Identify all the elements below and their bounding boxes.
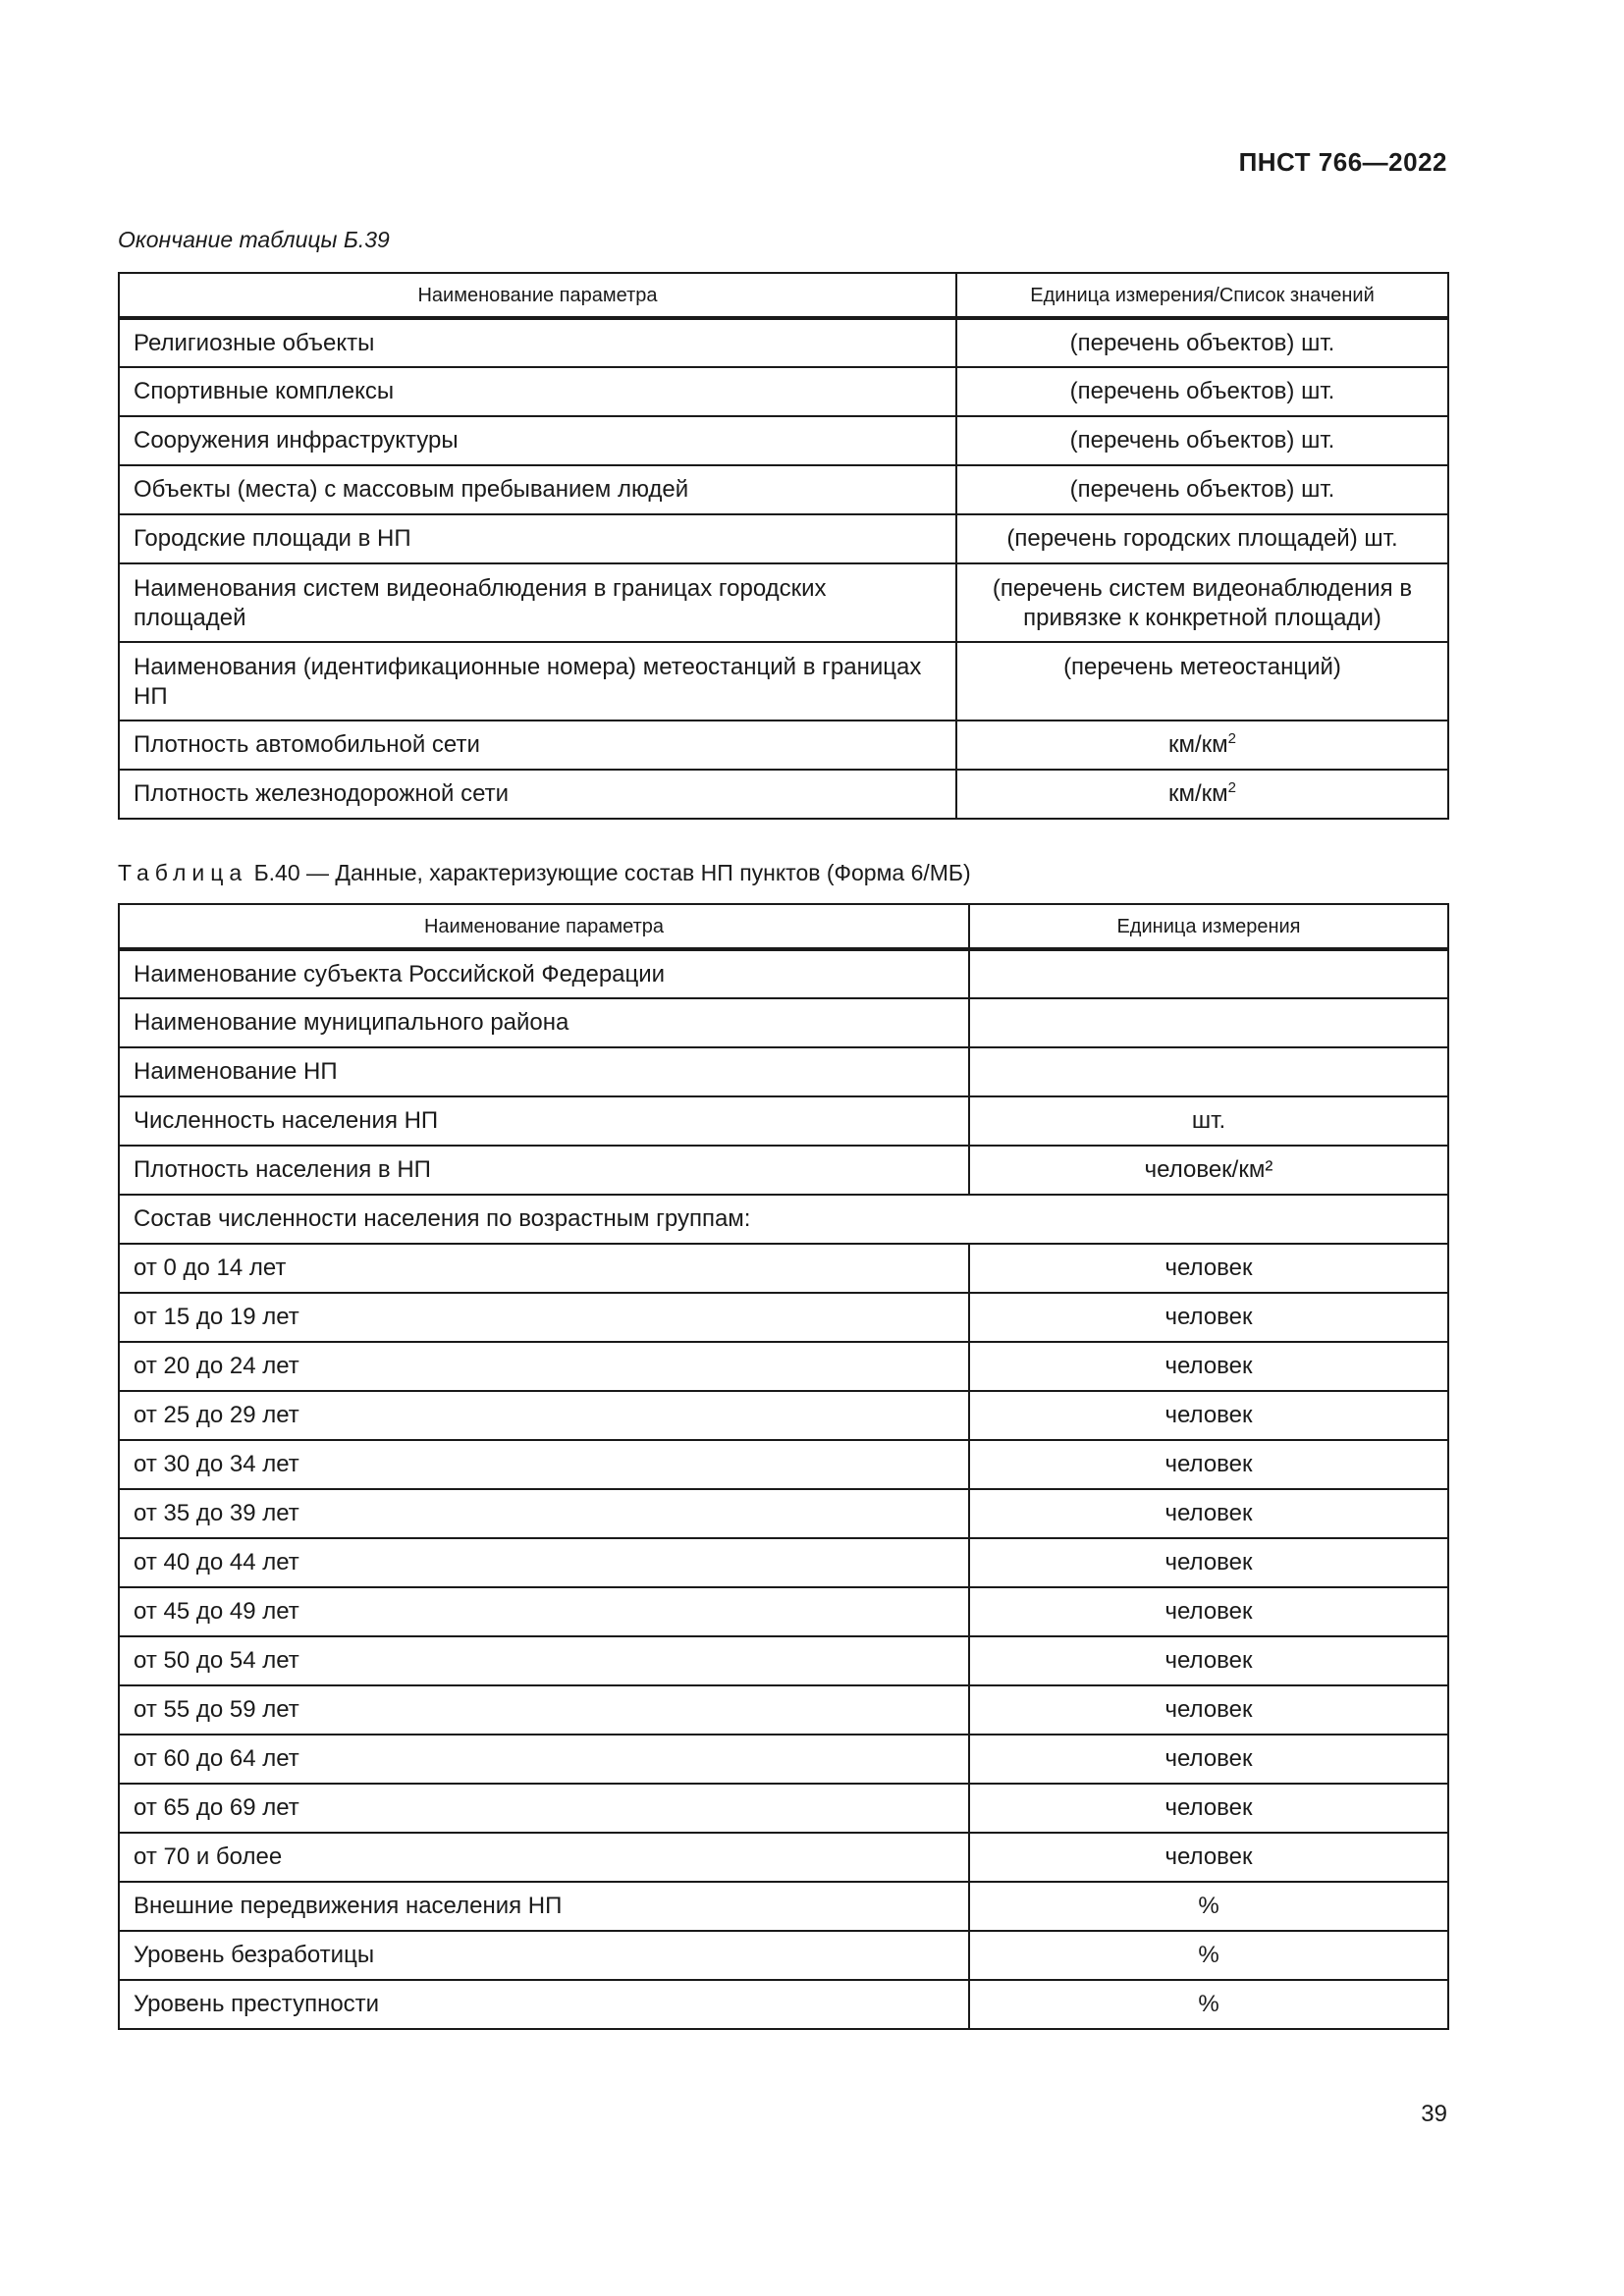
table-row	[119, 1195, 1448, 1244]
parameter-cell: от 60 до 64 лет	[119, 1735, 969, 1784]
unit-cell: (перечень городских площадей) шт.	[956, 514, 1448, 563]
unit-cell: шт.	[969, 1096, 1448, 1146]
column-header-unit: Единица измерения/Список значений	[956, 273, 1448, 318]
unit-cell: %	[969, 1882, 1448, 1931]
parameter-cell: Уровень безработицы	[119, 1931, 969, 1980]
table-row	[119, 1735, 1448, 1784]
unit-cell: человек	[969, 1489, 1448, 1538]
table-row	[119, 1146, 1448, 1195]
group-heading-cell: Состав численности населения по возрастным группам:	[119, 1195, 1448, 1244]
unit-cell: человек/км²	[969, 1146, 1448, 1195]
table-b40	[118, 903, 1449, 2030]
unit-cell: человек	[969, 1244, 1448, 1293]
parameter-cell: Уровень преступности	[119, 1980, 969, 2029]
unit-text: км/км	[1167, 780, 1228, 807]
column-header-parameter: Наименование параметра	[119, 273, 956, 318]
table-row	[119, 465, 1448, 514]
unit-cell: (перечень объектов) шт.	[956, 416, 1448, 465]
table-b39-continuation-caption: Окончание таблицы Б.39	[118, 227, 390, 252]
unit-cell: человек	[969, 1538, 1448, 1587]
table-row	[119, 998, 1448, 1047]
table-title: Б.40 — Данные, характеризующие состав НП пунктов (Форма 6/МБ)	[253, 860, 971, 885]
parameter-cell: Численность населения НП	[119, 1096, 969, 1146]
table-row	[119, 1784, 1448, 1833]
parameter-cell: Религиозные объекты	[119, 318, 956, 367]
parameter-cell: от 45 до 49 лет	[119, 1587, 969, 1636]
page-number: 39	[1421, 2101, 1447, 2127]
table-row	[119, 1538, 1448, 1587]
unit-cell: человек	[969, 1391, 1448, 1440]
table-row	[119, 1440, 1448, 1489]
parameter-cell: Внешние передвижения населения НП	[119, 1882, 969, 1931]
unit-cell: (перечень объектов) шт.	[956, 367, 1448, 416]
table-row	[119, 416, 1448, 465]
parameter-cell: от 50 до 54 лет	[119, 1636, 969, 1685]
unit-cell: человек	[969, 1784, 1448, 1833]
unit-cell: человек	[969, 1735, 1448, 1784]
parameter-cell: от 40 до 44 лет	[119, 1538, 969, 1587]
parameter-cell: Городские площади в НП	[119, 514, 956, 563]
unit-text: км/км	[1167, 731, 1228, 758]
unit-cell: человек	[969, 1833, 1448, 1882]
parameter-cell: от 15 до 19 лет	[119, 1293, 969, 1342]
parameter-cell: от 20 до 24 лет	[119, 1342, 969, 1391]
table-row	[119, 1489, 1448, 1538]
table-b40-caption	[118, 860, 971, 886]
table-row	[119, 1833, 1448, 1882]
unit-exponent: 2	[1227, 730, 1236, 747]
table-row	[119, 721, 1448, 770]
table-row	[119, 1391, 1448, 1440]
parameter-cell: Наименование НП	[119, 1047, 969, 1096]
parameter-cell: Наименование субъекта Российской Федерации	[119, 949, 969, 998]
table-row	[119, 1293, 1448, 1342]
table-row	[119, 949, 1448, 998]
unit-cell: (перечень объектов) шт.	[956, 318, 1448, 367]
parameter-cell: от 25 до 29 лет	[119, 1391, 969, 1440]
table-row	[119, 514, 1448, 563]
parameter-cell: Объекты (места) с массовым пребыванием людей	[119, 465, 956, 514]
parameter-cell: от 35 до 39 лет	[119, 1489, 969, 1538]
unit-cell: (перечень метеостанций)	[956, 642, 1448, 721]
unit-cell: человек	[969, 1342, 1448, 1391]
table-row	[119, 318, 1448, 367]
unit-cell: человек	[969, 1636, 1448, 1685]
parameter-cell: Плотность автомобильной сети	[119, 721, 956, 770]
unit-cell	[969, 998, 1448, 1047]
table-row	[119, 770, 1448, 819]
table-row	[119, 563, 1448, 642]
unit-cell	[956, 721, 1448, 770]
parameter-cell: Наименования (идентификационные номера) метеостанций в границах НП	[119, 642, 956, 721]
table-b39	[118, 272, 1449, 820]
parameter-cell: Спортивные комплексы	[119, 367, 956, 416]
table-row	[119, 1244, 1448, 1293]
parameter-cell: Наименования систем видеонаблюдения в границах городских площадей	[119, 563, 956, 642]
unit-cell: человек	[969, 1293, 1448, 1342]
parameter-cell: от 30 до 34 лет	[119, 1440, 969, 1489]
unit-cell: человек	[969, 1685, 1448, 1735]
column-header-parameter: Наименование параметра	[119, 904, 969, 949]
parameter-cell: Плотность населения в НП	[119, 1146, 969, 1195]
table-label: Таблица	[118, 860, 248, 885]
unit-cell: (перечень объектов) шт.	[956, 465, 1448, 514]
table-row	[119, 367, 1448, 416]
parameter-cell: от 0 до 14 лет	[119, 1244, 969, 1293]
table-row	[119, 1587, 1448, 1636]
table-row	[119, 1980, 1448, 2029]
table-row	[119, 1047, 1448, 1096]
table-row	[119, 1096, 1448, 1146]
parameter-cell: Плотность железнодорожной сети	[119, 770, 956, 819]
parameter-cell: Наименование муниципального района	[119, 998, 969, 1047]
parameter-cell: Сооружения инфраструктуры	[119, 416, 956, 465]
table-row	[119, 1931, 1448, 1980]
table-row	[119, 1342, 1448, 1391]
table-row	[119, 642, 1448, 721]
unit-cell	[969, 1047, 1448, 1096]
column-header-unit: Единица измерения	[969, 904, 1448, 949]
document-code: ПНСТ 766—2022	[1238, 147, 1447, 177]
parameter-cell: от 70 и более	[119, 1833, 969, 1882]
table-row	[119, 1685, 1448, 1735]
unit-exponent: 2	[1227, 779, 1236, 796]
unit-cell	[969, 949, 1448, 998]
unit-cell: (перечень систем видеонаблюдения в привязке к конкретной площади)	[956, 563, 1448, 642]
table-row	[119, 1636, 1448, 1685]
parameter-cell: от 65 до 69 лет	[119, 1784, 969, 1833]
table-row	[119, 1882, 1448, 1931]
unit-cell: человек	[969, 1587, 1448, 1636]
unit-cell	[956, 770, 1448, 819]
unit-cell: %	[969, 1980, 1448, 2029]
parameter-cell: от 55 до 59 лет	[119, 1685, 969, 1735]
unit-cell: %	[969, 1931, 1448, 1980]
unit-cell: человек	[969, 1440, 1448, 1489]
